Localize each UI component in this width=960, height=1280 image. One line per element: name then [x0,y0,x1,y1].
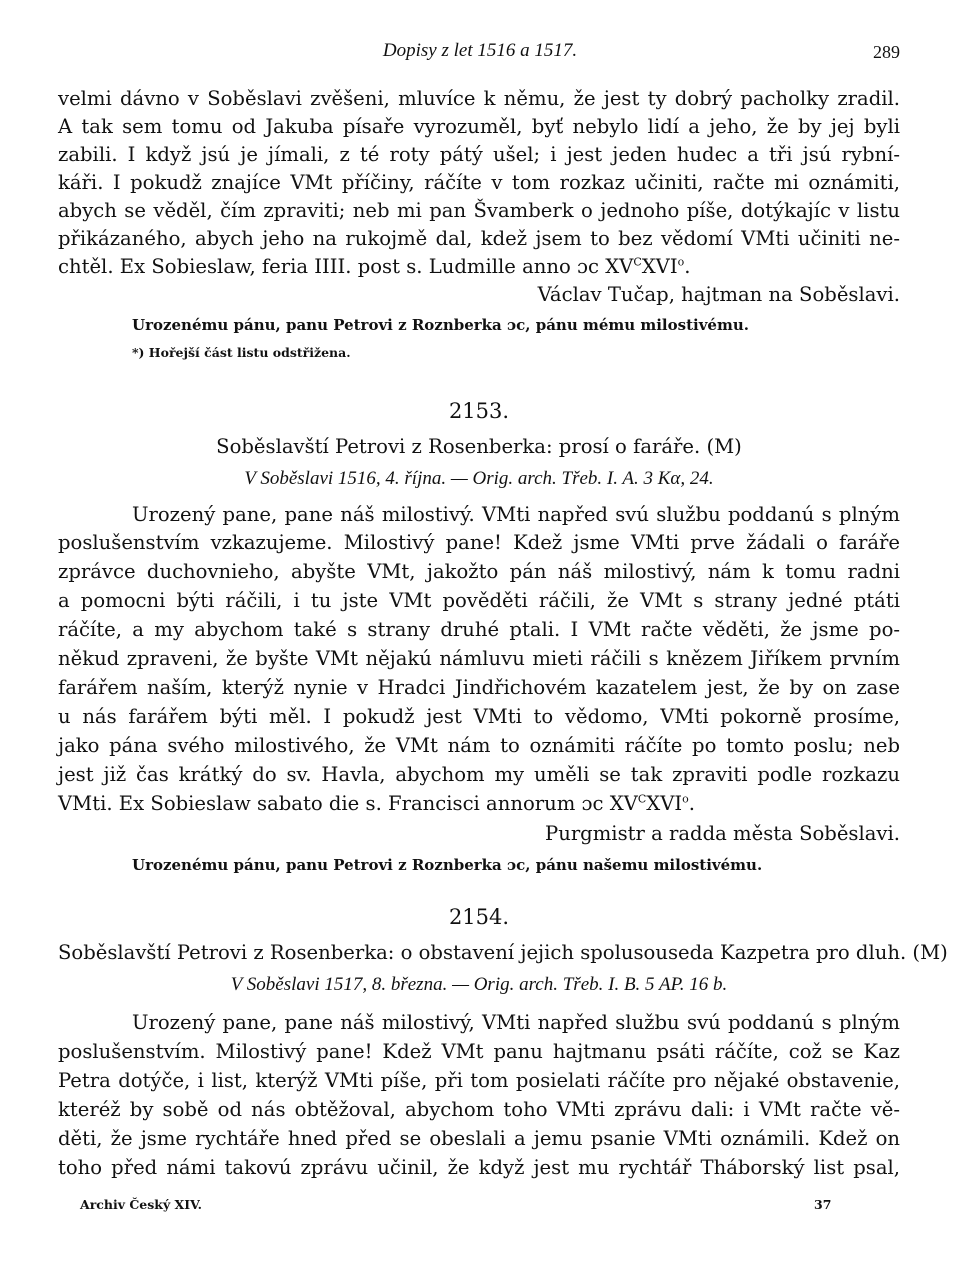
closing-line: chtěl. Ex Sobieslaw, feria IIII. post s. Ludmille anno ɔc $XV^CXVI^o$. [58,255,691,278]
address-line: Urozenému pánu, panu Petrovi z Roznberka ɔc, pánu našemu milostivému. [132,856,763,874]
text-line: děti, že jsme rychtáře hned před se obeslali a jemu psanie VMti oznámili. Kdež on [58,1127,900,1150]
text-line: Urozený pane, pane náš milostivý, VMti napřed službu svú poddanú s plným [132,1011,900,1034]
text-line: jest již čas krátký do sv. Havla, abychom my uměli se tak zpraviti podle rozkazu [58,763,900,786]
closing-line: VMti. Ex Sobieslaw sabato die s. Francisci annorum ɔc $XV^CXVI^o$. [58,792,695,815]
text-line: poslušenstvím. Milostivý pane! Kdež VMt panu hajtmanu psáti ráčíte, což se Kaz [58,1040,900,1063]
text-line: a pomocni býti ráčili, i tu jste VMt pověděti ráčili, že VMt s strany jedné ptáti [58,589,900,612]
footer-sheet-number: 37 [814,1197,832,1212]
text-line: zprávce duchovnieho, abyšte VMt, jakožto pán náš milostivý, nám k tomu radni [58,560,900,583]
text-line: farářem naším, kterýž nynie v Hradci Jindřichovém kazatelem jest, že by on zase [58,676,900,699]
signature: Václav Tučap, hajtman na Soběslavi. [537,283,900,306]
text-line: toho před námi takovú zprávu učinil, že když jest mu rychtář Tháborský list psal, [58,1156,900,1179]
text-line: káři. I pokudž znajíce VMt příčiny, ráčíte v tom rozkaz učiniti, račte mi oznámiti, [58,171,900,194]
doc-number-2154: 2154. [448,905,510,929]
footer-signature: Archiv Český XIV. [80,1197,202,1212]
text-line: ráčíte, a my abychom také s strany druhé ptali. I VMt račte věděti, že jsme po- [58,618,900,641]
text-line: abych se věděl, čím zpraviti; neb mi pan Švamberk o jednoho píše, dotýkajíc v listu [58,199,900,222]
signature: Purgmistr a radda města Soběslavi. [545,822,900,845]
running-title: Dopisy z let 1516 a 1517. [382,40,578,61]
running-head [60,40,900,70]
text-line: Petra dotýče, i list, kterýž VMti píše, při tom posielati ráčíte pro nějaké obstavenie, [58,1069,900,1092]
doc-source-2154: V Soběslavi 1517, 8. března. — Orig. arch. Třeb. I. B. 5 AP. 16 b. [230,974,728,995]
doc-number-2153: 2153. [448,399,510,423]
page-number: 289 [873,42,900,62]
text-line: A tak sem tomu od Jakuba písaře vyrozuměl, byť nebylo lidí a jeho, že by jej byli [58,115,900,138]
doc-heading-2153: Soběslavští Petrovi z Rosenberka: prosí o faráře. (M) [216,435,742,458]
doc-source-2153: V Soběslavi 1516, 4. října. — Orig. arch. Třeb. I. A. 3 Kα, 24. [244,468,714,489]
text-line: někud zpraveni, že byšte VMt nějakú námluvu mieti ráčili s knězem Jiříkem prvním [58,647,900,670]
address-line: Urozenému pánu, panu Petrovi z Roznberka ɔc, pánu mému milostivému. [132,316,749,334]
doc-heading-2154: Soběslavští Petrovi z Rosenberka: o obstavení jejich spolusouseda Kazpetra pro dluh. (M) [58,941,948,964]
text-line: u nás farářem býti měl. I pokudž jest VMti to vědomo, VMti pokorně prosíme, [58,705,900,728]
text-line: zabili. I když jsú je jímali, z té roty pátý ušel; i jest jeden hudec a tři jsú rybní- [58,143,900,166]
text-line: kteréž by sobě od nás obtěžoval, abychom toho VMti zprávu dali: i VMt račte vě- [58,1098,900,1121]
text-line: poslušenstvím vzkazujeme. Milostivý pane! Kdež jsme VMti prve žádali o faráře [58,531,900,554]
text-line: přikázaného, abych jeho na rukojmě dal, kdež jsem to bez vědomí VMti učiniti ne- [58,227,900,250]
text-line: jako pána svého milostivého, že VMt nám to oznámiti ráčíte po tomto poslu; neb [58,734,900,757]
text-line: velmi dávno v Soběslavi zvěšeni, mluvíce k němu, že jest ty dobrý pacholky zradil. [58,87,900,110]
text-line: Urozený pane, pane náš milostivý. VMti napřed svú službu poddanú s plným [132,503,900,526]
footnote: *) Hořejší část listu odstřižena. [132,345,351,360]
